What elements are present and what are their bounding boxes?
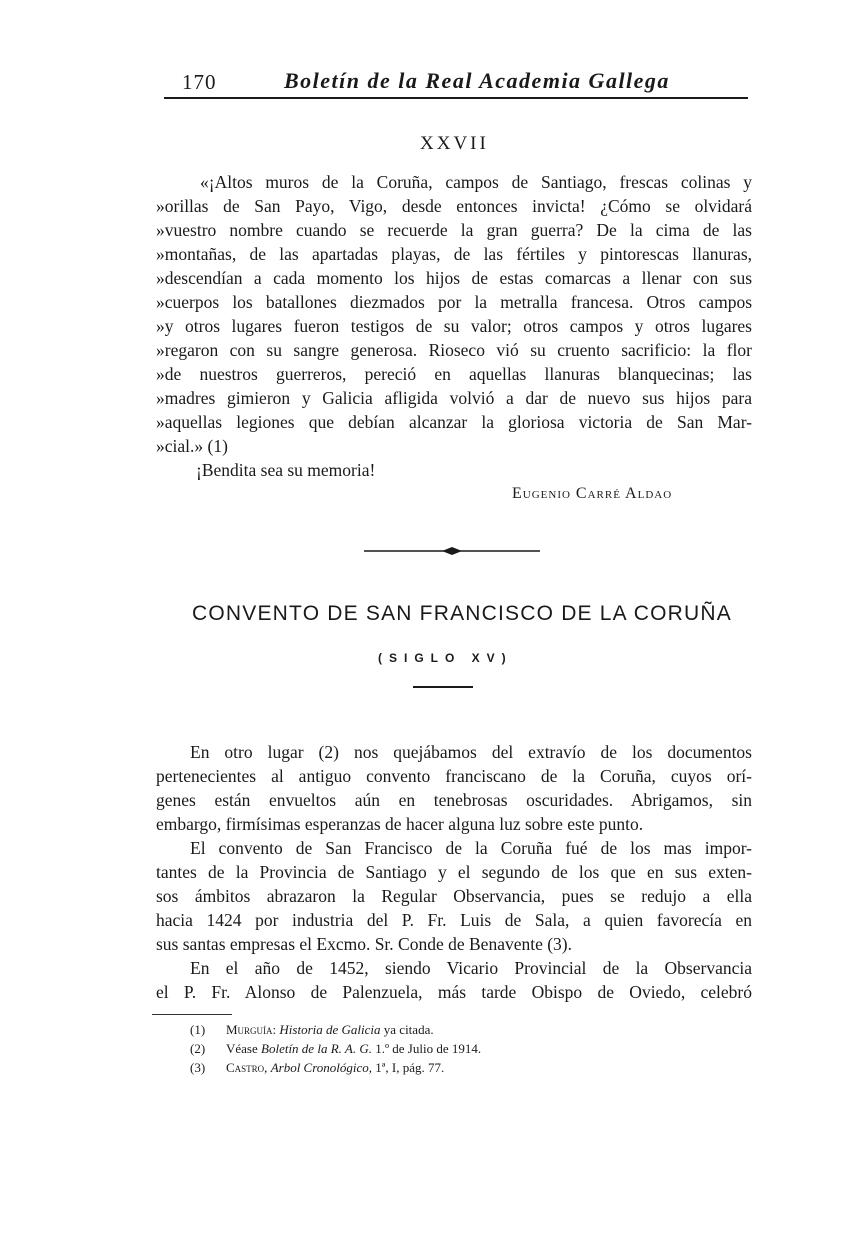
text-line: »regaron con su sangre generosa. Rioseco vió su cruento sacrificio: la flor [156, 340, 752, 360]
page-number: 170 [182, 70, 217, 94]
text-line: »y otros lugares fueron testigos de su valor; otros campos y otros lugares [156, 316, 752, 336]
text-line: »aquellas legiones que debían alcanzar la gloriosa victoria de San Mar- [156, 412, 752, 432]
footnote-rest: 1.º de Julio de 1914. [371, 1041, 482, 1056]
text-line: tantes de la Provincia de Santiago y el segundo de los que en sus exten- [156, 862, 752, 882]
footnote [190, 1020, 481, 1039]
text-line: En el año de 1452, siendo Vicario Provincial de la Observancia [190, 958, 752, 978]
footnotes [190, 1020, 481, 1077]
quote-paragraph [156, 170, 752, 482]
article-subtitle: (SIGLO XV) [378, 651, 513, 665]
text-line: sus santas empresas el Excmo. Sr. Conde de Benavente (3). [156, 934, 573, 954]
footnote [190, 1058, 481, 1077]
text-line: En otro lugar (2) nos quejábamos del extravío de los documentos [190, 742, 752, 762]
running-header [164, 66, 748, 100]
journal-title: Boletín de la Real Academia Gallega [284, 68, 670, 93]
footnote-rule [152, 1014, 232, 1015]
article-body [156, 740, 752, 1004]
footnote [190, 1039, 481, 1058]
footnote-author: Murguía: [226, 1022, 277, 1037]
footnote-work: Arbol Cronológico, [270, 1060, 373, 1075]
author-signature: Eugenio Carré Aldao [512, 485, 673, 502]
header-rule [164, 97, 748, 99]
text-line: sos ámbitos abrazaron la Regular Observancia, pues se redujo a ella [156, 886, 752, 906]
text-line: genes están envueltos aún en tenebrosas oscuridades. Abrigamos, sin [156, 790, 752, 810]
text-line: «¡Altos muros de la Coruña, campos de Santiago, frescas colinas y [200, 172, 752, 192]
title-rule [413, 686, 473, 688]
footnote-number: (1) [190, 1022, 206, 1037]
section-divider-ornament [364, 545, 540, 557]
text-line: »orillas de San Payo, Vigo, desde entonces invicta! ¿Cómo se olvidará [156, 196, 752, 216]
footnote-number: (2) [190, 1041, 206, 1056]
footnote-number: (3) [190, 1060, 206, 1075]
text-line: embargo, firmísimas esperanzas de hacer alguna luz sobre este punto. [156, 814, 644, 834]
text-line: »de nuestros guerreros, pereció en aquellas llanuras blanquecinas; las [156, 364, 752, 384]
footnote-author: Castro, [226, 1060, 268, 1075]
text-line: pertenecientes al antiguo convento franciscano de la Coruña, cuyos orí- [156, 766, 752, 786]
footnote-rest: ya citada. [380, 1022, 434, 1037]
footnote-work: Boletín de la R. A. G. [261, 1041, 372, 1056]
closing-line: ¡Bendita sea su memoria! [196, 460, 376, 480]
footnote-author: Véase [226, 1041, 258, 1056]
footnote-rest: 1ª, I, pág. 77. [372, 1060, 445, 1075]
text-line: el P. Fr. Alonso de Palenzuela, más tarde Obispo de Oviedo, celebró [156, 982, 752, 1002]
article-title: CONVENTO DE SAN FRANCISCO DE LA CORUÑA [192, 602, 732, 625]
text-line: »montañas, de las apartadas playas, de las fértiles y pintorescas llanuras, [156, 244, 752, 264]
footnote-work: Historia de Galicia [279, 1022, 381, 1037]
text-line: »vuestro nombre cuando se recuerde la gran guerra? De la cima de las [156, 220, 752, 240]
text-line: El convento de San Francisco de la Coruña fué de los mas impor- [190, 838, 752, 858]
text-line: »cuerpos los batallones diezmados por la metralla francesa. Otros campos [156, 292, 752, 312]
text-line: »descendían a cada momento los hijos de estas comarcas a llenar con sus [156, 268, 752, 288]
section-number: XXVII [420, 133, 489, 154]
text-line: hacia 1424 por industria del P. Fr. Luis de Sala, a quien favorecía en [156, 910, 752, 930]
text-line: »madres gimieron y Galicia afligida volvió a dar de nuevo sus hijos para [156, 388, 752, 408]
text-line: »cial.» (1) [156, 436, 228, 456]
